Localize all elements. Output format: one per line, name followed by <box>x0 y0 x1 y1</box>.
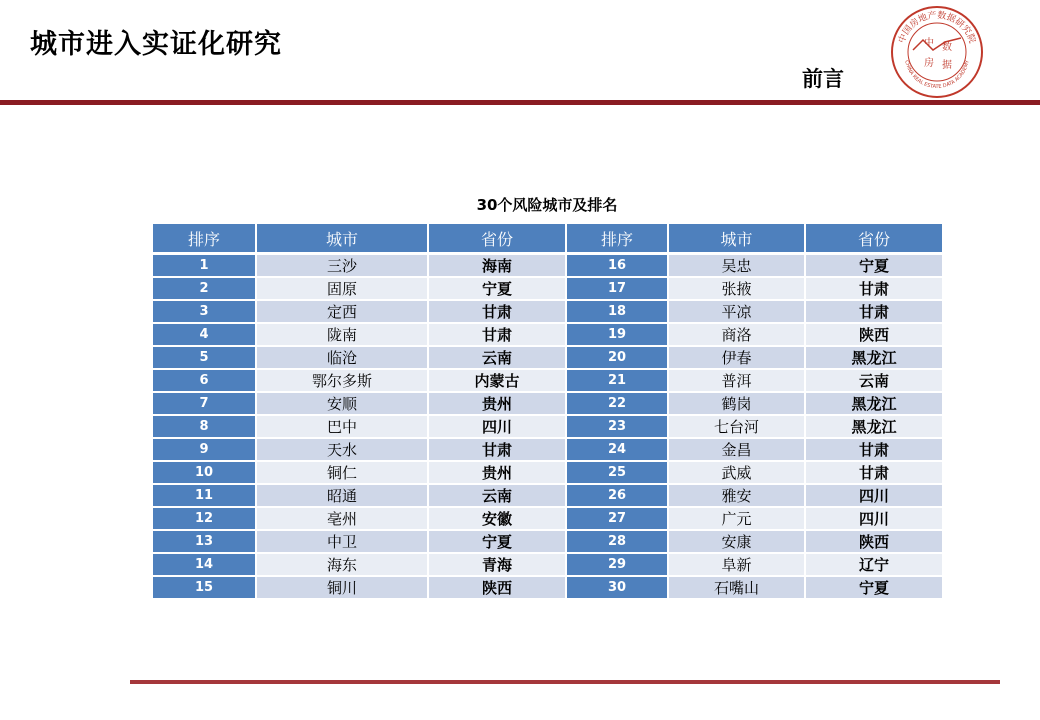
province-cell: 陕西 <box>806 323 942 346</box>
city-cell: 广元 <box>669 507 804 530</box>
city-cell: 石嘴山 <box>669 576 804 599</box>
risk-cities-table <box>151 224 944 599</box>
city-cell: 亳州 <box>257 507 427 530</box>
city-cell: 定西 <box>257 300 427 323</box>
table-row <box>153 300 942 323</box>
province-cell: 甘肃 <box>806 277 942 300</box>
province-cell: 安徽 <box>429 507 565 530</box>
table-body <box>153 254 942 599</box>
rank-cell: 23 <box>567 415 667 438</box>
city-cell: 安康 <box>669 530 804 553</box>
rank-cell: 2 <box>153 277 255 300</box>
rank-cell: 11 <box>153 484 255 507</box>
rank-cell: 5 <box>153 346 255 369</box>
table-row <box>153 392 942 415</box>
rank-cell: 20 <box>567 346 667 369</box>
rank-cell: 7 <box>153 392 255 415</box>
province-cell: 甘肃 <box>806 438 942 461</box>
province-cell: 黑龙江 <box>806 415 942 438</box>
city-cell: 铜川 <box>257 576 427 599</box>
rank-cell: 26 <box>567 484 667 507</box>
province-cell: 四川 <box>806 484 942 507</box>
table-row <box>153 530 942 553</box>
rank-cell: 22 <box>567 392 667 415</box>
table-header-row <box>153 224 942 254</box>
province-cell: 青海 <box>429 553 565 576</box>
city-cell: 安顺 <box>257 392 427 415</box>
rank-cell: 30 <box>567 576 667 599</box>
city-cell: 鄂尔多斯 <box>257 369 427 392</box>
province-cell: 贵州 <box>429 461 565 484</box>
rank-cell: 28 <box>567 530 667 553</box>
table-row <box>153 553 942 576</box>
rank-cell: 25 <box>567 461 667 484</box>
province-cell: 云南 <box>806 369 942 392</box>
province-cell: 甘肃 <box>429 300 565 323</box>
svg-text:CHINA REAL ESTATE DATA ACADEMY: CHINA REAL ESTATE DATA ACADEMY <box>903 59 971 91</box>
svg-text:据: 据 <box>942 60 952 71</box>
city-cell: 鹤岗 <box>669 392 804 415</box>
province-cell: 四川 <box>429 415 565 438</box>
province-cell: 黑龙江 <box>806 346 942 369</box>
section-label: 前言 <box>802 67 844 91</box>
city-cell: 天水 <box>257 438 427 461</box>
rank-cell: 12 <box>153 507 255 530</box>
page-title: 城市进入实证化研究 <box>30 29 282 60</box>
svg-text:数: 数 <box>942 42 952 53</box>
province-cell: 内蒙古 <box>429 369 565 392</box>
header-rule <box>0 100 1040 105</box>
rank-cell: 14 <box>153 553 255 576</box>
table-row <box>153 254 942 277</box>
city-cell: 平凉 <box>669 300 804 323</box>
rank-cell: 27 <box>567 507 667 530</box>
table-row <box>153 369 942 392</box>
svg-text:房: 房 <box>924 58 934 69</box>
city-cell: 中卫 <box>257 530 427 553</box>
rank-cell: 4 <box>153 323 255 346</box>
rank-cell: 1 <box>153 254 255 277</box>
header-province: 省份 <box>429 224 565 254</box>
city-cell: 雅安 <box>669 484 804 507</box>
rank-cell: 21 <box>567 369 667 392</box>
city-cell: 金昌 <box>669 438 804 461</box>
header-province-2: 省份 <box>806 224 942 254</box>
city-cell: 伊春 <box>669 346 804 369</box>
city-cell: 商洛 <box>669 323 804 346</box>
rank-cell: 9 <box>153 438 255 461</box>
province-cell: 甘肃 <box>806 300 942 323</box>
table-row <box>153 346 942 369</box>
province-cell: 宁夏 <box>429 277 565 300</box>
rank-cell: 29 <box>567 553 667 576</box>
table-row <box>153 438 942 461</box>
city-cell: 固原 <box>257 277 427 300</box>
rank-cell: 24 <box>567 438 667 461</box>
province-cell: 宁夏 <box>429 530 565 553</box>
rank-cell: 8 <box>153 415 255 438</box>
province-cell: 陕西 <box>806 530 942 553</box>
header-city-2: 城市 <box>669 224 804 254</box>
province-cell: 宁夏 <box>806 576 942 599</box>
table-row <box>153 277 942 300</box>
rank-cell: 15 <box>153 576 255 599</box>
table-row <box>153 507 942 530</box>
header-city: 城市 <box>257 224 427 254</box>
rank-cell: 6 <box>153 369 255 392</box>
rank-cell: 13 <box>153 530 255 553</box>
province-cell: 四川 <box>806 507 942 530</box>
province-cell: 海南 <box>429 254 565 277</box>
city-cell: 武威 <box>669 461 804 484</box>
province-cell: 甘肃 <box>429 438 565 461</box>
city-cell: 陇南 <box>257 323 427 346</box>
province-cell: 辽宁 <box>806 553 942 576</box>
rank-cell: 18 <box>567 300 667 323</box>
rank-cell: 19 <box>567 323 667 346</box>
rank-cell: 16 <box>567 254 667 277</box>
header-rank: 排序 <box>153 224 255 254</box>
svg-text:中: 中 <box>924 38 934 49</box>
province-cell: 甘肃 <box>806 461 942 484</box>
city-cell: 普洱 <box>669 369 804 392</box>
city-cell: 三沙 <box>257 254 427 277</box>
province-cell: 云南 <box>429 346 565 369</box>
city-cell: 阜新 <box>669 553 804 576</box>
city-cell: 巴中 <box>257 415 427 438</box>
svg-text:中国房地产数据研究院: 中国房地产数据研究院 <box>897 10 977 45</box>
city-cell: 昭通 <box>257 484 427 507</box>
header-rank-2: 排序 <box>567 224 667 254</box>
city-cell: 吴忠 <box>669 254 804 277</box>
city-cell: 七台河 <box>669 415 804 438</box>
city-cell: 临沧 <box>257 346 427 369</box>
table-row <box>153 415 942 438</box>
table-row <box>153 576 942 599</box>
city-cell: 张掖 <box>669 277 804 300</box>
province-cell: 云南 <box>429 484 565 507</box>
province-cell: 贵州 <box>429 392 565 415</box>
province-cell: 黑龙江 <box>806 392 942 415</box>
rank-cell: 10 <box>153 461 255 484</box>
province-cell: 宁夏 <box>806 254 942 277</box>
province-cell: 甘肃 <box>429 323 565 346</box>
city-cell: 海东 <box>257 553 427 576</box>
city-cell: 铜仁 <box>257 461 427 484</box>
academy-logo <box>889 4 985 100</box>
rank-cell: 3 <box>153 300 255 323</box>
rank-cell: 17 <box>567 277 667 300</box>
province-cell: 陕西 <box>429 576 565 599</box>
table-row <box>153 461 942 484</box>
table-caption: 30个风险城市及排名 <box>476 196 618 214</box>
table-row <box>153 323 942 346</box>
footer-rule <box>130 680 1000 684</box>
table-row <box>153 484 942 507</box>
